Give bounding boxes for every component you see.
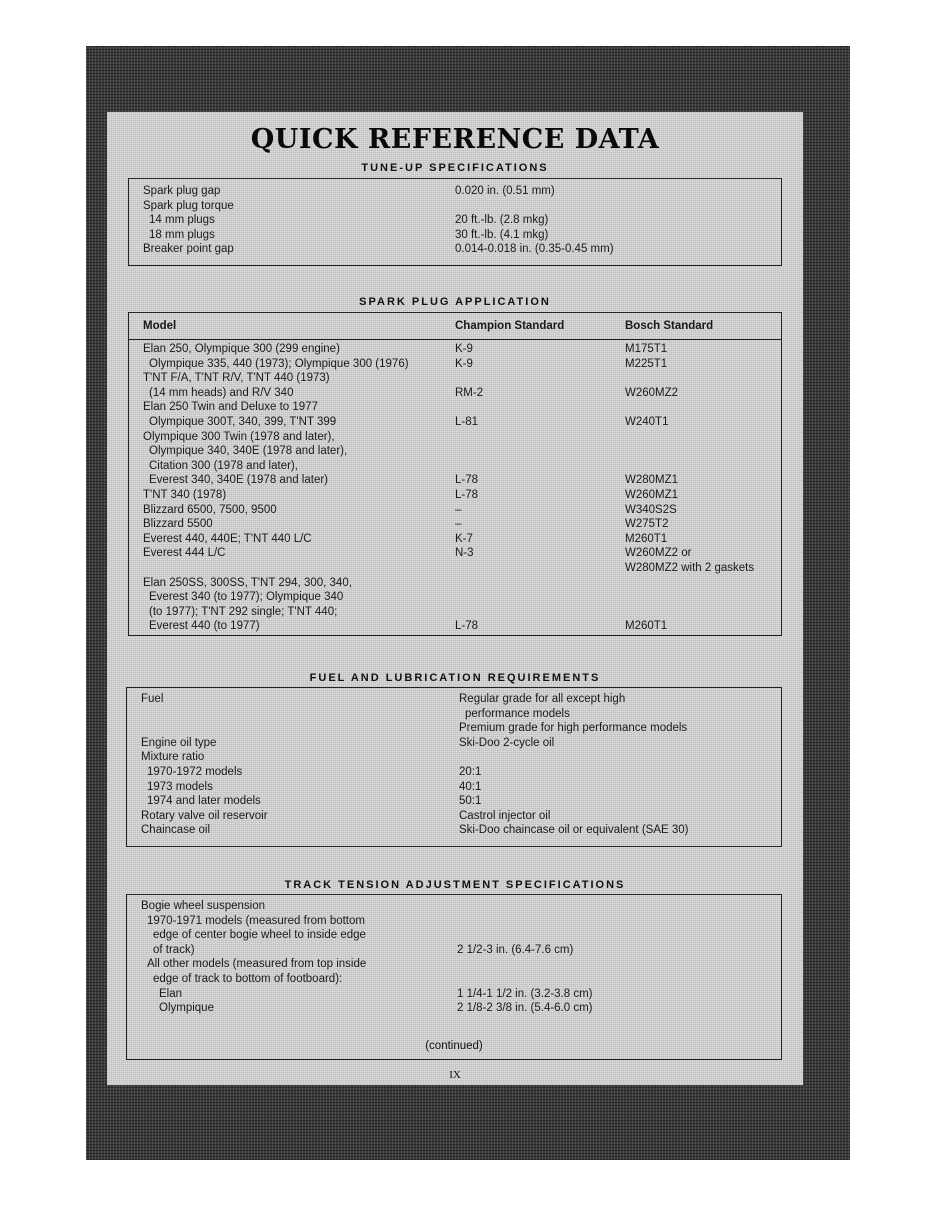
fuel-row xyxy=(127,707,781,722)
spark-plug-row xyxy=(129,473,781,488)
champion-cell: L-78 xyxy=(455,620,479,633)
model-cell: Olympique 300 Twin (1978 and later), xyxy=(143,430,335,443)
spark-plug-row xyxy=(129,619,781,634)
page-number: IX xyxy=(449,1069,461,1081)
spec-value: 0.020 in. (0.51 mm) xyxy=(455,185,555,197)
bosch-cell: W280MZ2 with 2 gaskets xyxy=(625,562,755,574)
fuel-row xyxy=(127,721,781,736)
champion-cell: K-7 xyxy=(455,532,473,545)
spec-value: 30 ft.-lb. (4.1 mkg) xyxy=(455,228,549,241)
bosch-cell: W240T1 xyxy=(625,416,669,428)
track-row xyxy=(127,1001,781,1016)
continued-note: (continued) xyxy=(425,1040,483,1052)
spark-plug-header-row xyxy=(129,319,781,334)
fuel-row xyxy=(127,780,781,795)
tune-up-table xyxy=(128,178,782,266)
requirement-value: Premium grade for high performance models xyxy=(459,722,688,735)
requirement-value: Ski-Doo 2-cycle oil xyxy=(459,736,555,749)
track-row xyxy=(127,987,781,1002)
champion-cell: L-81 xyxy=(455,416,479,428)
champion-cell: L-78 xyxy=(455,489,479,501)
requirement-label: Rotary valve oil reservoir xyxy=(141,809,268,822)
model-cell: Blizzard 6500, 7500, 9500 xyxy=(143,503,277,516)
spark-plug-row xyxy=(129,386,781,401)
spark-plug-row xyxy=(129,400,781,415)
bosch-cell: M260T1 xyxy=(625,620,668,633)
model-cell: Everest 444 L/C xyxy=(143,547,226,560)
track-label: All other models (measured from top inside xyxy=(147,958,367,971)
spec-label: Breaker point gap xyxy=(143,243,234,256)
spark-plug-row xyxy=(129,532,781,547)
spec-label: Spark plug gap xyxy=(143,185,221,197)
fuel-table xyxy=(126,687,782,847)
fuel-row xyxy=(127,794,781,809)
track-label: of track) xyxy=(153,943,195,956)
model-cell: Elan 250SS, 300SS, T'NT 294, 300, 340, xyxy=(143,576,352,589)
model-cell: T'NT F/A, T'NT R/V, T'NT 440 (1973) xyxy=(143,372,330,385)
spec-label: 14 mm plugs xyxy=(149,214,215,227)
bosch-cell: M175T1 xyxy=(625,343,668,355)
track-row xyxy=(127,972,781,987)
model-cell: Elan 250, Olympique 300 (299 engine) xyxy=(143,343,340,355)
requirement-label: Mixture ratio xyxy=(141,751,205,764)
spark-plug-row xyxy=(129,488,781,503)
champion-cell: – xyxy=(455,518,462,531)
reference-panel xyxy=(107,112,803,1085)
model-cell: (to 1977); T'NT 292 single; T'NT 440; xyxy=(149,605,338,618)
page-title: QUICK REFERENCE DATA xyxy=(250,124,660,155)
track-row xyxy=(127,899,781,914)
spark-plug-row xyxy=(129,371,781,386)
requirement-label: Chaincase oil xyxy=(141,824,211,837)
spark-plug-row xyxy=(129,415,781,430)
model-cell: Elan 250 Twin and Deluxe to 1977 xyxy=(143,401,318,414)
model-cell: Citation 300 (1978 and later), xyxy=(149,459,298,472)
track-label: edge of track to bottom of footboard): xyxy=(153,973,343,985)
requirement-value: performance models xyxy=(465,707,570,720)
spark-plug-row xyxy=(129,517,781,532)
bosch-cell: W280MZ1 xyxy=(625,474,679,487)
spark-plug-row xyxy=(129,430,781,445)
spark-plug-row xyxy=(129,503,781,518)
track-row xyxy=(127,914,781,929)
track-label: 1970-1971 models (measured from bottom xyxy=(147,914,365,927)
spec-label: Spark plug torque xyxy=(143,199,234,212)
track-label: Bogie wheel suspension xyxy=(141,900,266,912)
tune-up-row xyxy=(129,242,781,257)
column-header-champion: Champion Standard xyxy=(455,320,565,332)
spark-plug-row xyxy=(129,342,781,357)
requirement-label: 1974 and later models xyxy=(147,795,261,808)
champion-cell: L-78 xyxy=(455,474,479,487)
bosch-cell: W275T2 xyxy=(625,518,669,531)
model-cell: Olympique 335, 440 (1973); Olympique 300 (1976) xyxy=(149,357,409,370)
model-cell: Everest 340 (to 1977); Olympique 340 xyxy=(149,591,344,604)
model-cell: Olympique 300T, 340, 399, T'NT 399 xyxy=(149,416,337,428)
requirement-label: 1973 models xyxy=(147,780,213,793)
track-value: 2 1/8-2 3/8 in. (5.4-6.0 cm) xyxy=(457,1002,593,1015)
champion-cell: RM-2 xyxy=(455,386,484,399)
spark-plug-row xyxy=(129,444,781,459)
spark-plug-row xyxy=(129,357,781,372)
model-cell: Blizzard 5500 xyxy=(143,518,213,531)
tune-up-row xyxy=(129,213,781,228)
champion-cell: K-9 xyxy=(455,343,473,355)
fuel-row xyxy=(127,823,781,838)
spec-value: 20 ft.-lb. (2.8 mkg) xyxy=(455,214,549,227)
requirement-value: Castrol injector oil xyxy=(459,809,551,822)
tune-up-heading: TUNE-UP SPECIFICATIONS xyxy=(361,162,549,174)
requirement-label: 1970-1972 models xyxy=(147,766,243,778)
track-label: Elan xyxy=(159,987,183,1000)
spark-plug-table xyxy=(128,312,782,636)
bosch-cell: M260T1 xyxy=(625,532,668,545)
spec-label: 18 mm plugs xyxy=(149,228,215,241)
bosch-cell: W260MZ2 xyxy=(625,386,679,399)
model-cell: (14 mm heads) and R/V 340 xyxy=(149,386,294,399)
track-row xyxy=(127,957,781,972)
champion-cell: K-9 xyxy=(455,357,473,370)
spec-value: 0.014-0.018 in. (0.35-0.45 mm) xyxy=(455,243,614,256)
model-cell: T'NT 340 (1978) xyxy=(143,489,227,501)
spark-plug-row xyxy=(129,576,781,591)
fuel-row xyxy=(127,736,781,751)
requirement-label: Fuel xyxy=(141,693,164,705)
requirement-value: Ski-Doo chaincase oil or equivalent (SAE 30) xyxy=(459,824,689,837)
bosch-cell: W260MZ1 xyxy=(625,489,679,501)
bosch-cell: W260MZ2 or xyxy=(625,547,692,560)
requirement-value: Regular grade for all except high xyxy=(459,693,626,705)
column-header-bosch: Bosch Standard xyxy=(625,320,714,332)
spark-plug-row xyxy=(129,590,781,605)
fuel-heading: FUEL AND LUBRICATION REQUIREMENTS xyxy=(309,672,601,684)
track-row xyxy=(127,943,781,958)
track-value: 1 1/4-1 1/2 in. (3.2-3.8 cm) xyxy=(457,987,593,1000)
requirement-value: 20:1 xyxy=(459,766,482,778)
tune-up-row xyxy=(129,199,781,214)
track-label: Olympique xyxy=(159,1002,214,1015)
bosch-cell: W340S2S xyxy=(625,503,677,516)
champion-cell: – xyxy=(455,503,462,516)
header-divider xyxy=(129,339,781,340)
model-cell: Olympique 340, 340E (1978 and later), xyxy=(149,445,348,458)
model-cell: Everest 440 (to 1977) xyxy=(149,620,260,633)
champion-cell: N-3 xyxy=(455,547,474,560)
bosch-cell: M225T1 xyxy=(625,357,668,370)
track-table xyxy=(126,894,782,1060)
requirement-label: Engine oil type xyxy=(141,736,217,749)
tune-up-row xyxy=(129,184,781,199)
spark-plug-row xyxy=(129,459,781,474)
requirement-value: 40:1 xyxy=(459,780,482,793)
spark-plug-row xyxy=(129,561,781,576)
track-heading: TRACK TENSION ADJUSTMENT SPECIFICATIONS xyxy=(284,879,626,891)
track-row xyxy=(127,928,781,943)
track-label: edge of center bogie wheel to inside edge xyxy=(153,929,366,942)
fuel-row xyxy=(127,765,781,780)
model-cell: Everest 340, 340E (1978 and later) xyxy=(149,474,329,487)
spark-plug-row xyxy=(129,605,781,620)
model-cell: Everest 440, 440E; T'NT 440 L/C xyxy=(143,532,312,545)
fuel-row xyxy=(127,692,781,707)
tune-up-row xyxy=(129,228,781,243)
fuel-row xyxy=(127,750,781,765)
spark-plug-heading: SPARK PLUG APPLICATION xyxy=(359,296,551,308)
spark-plug-row xyxy=(129,546,781,561)
column-header-model: Model xyxy=(143,320,177,332)
requirement-value: 50:1 xyxy=(459,795,482,808)
fuel-row xyxy=(127,809,781,824)
track-value: 2 1/2-3 in. (6.4-7.6 cm) xyxy=(457,943,574,956)
